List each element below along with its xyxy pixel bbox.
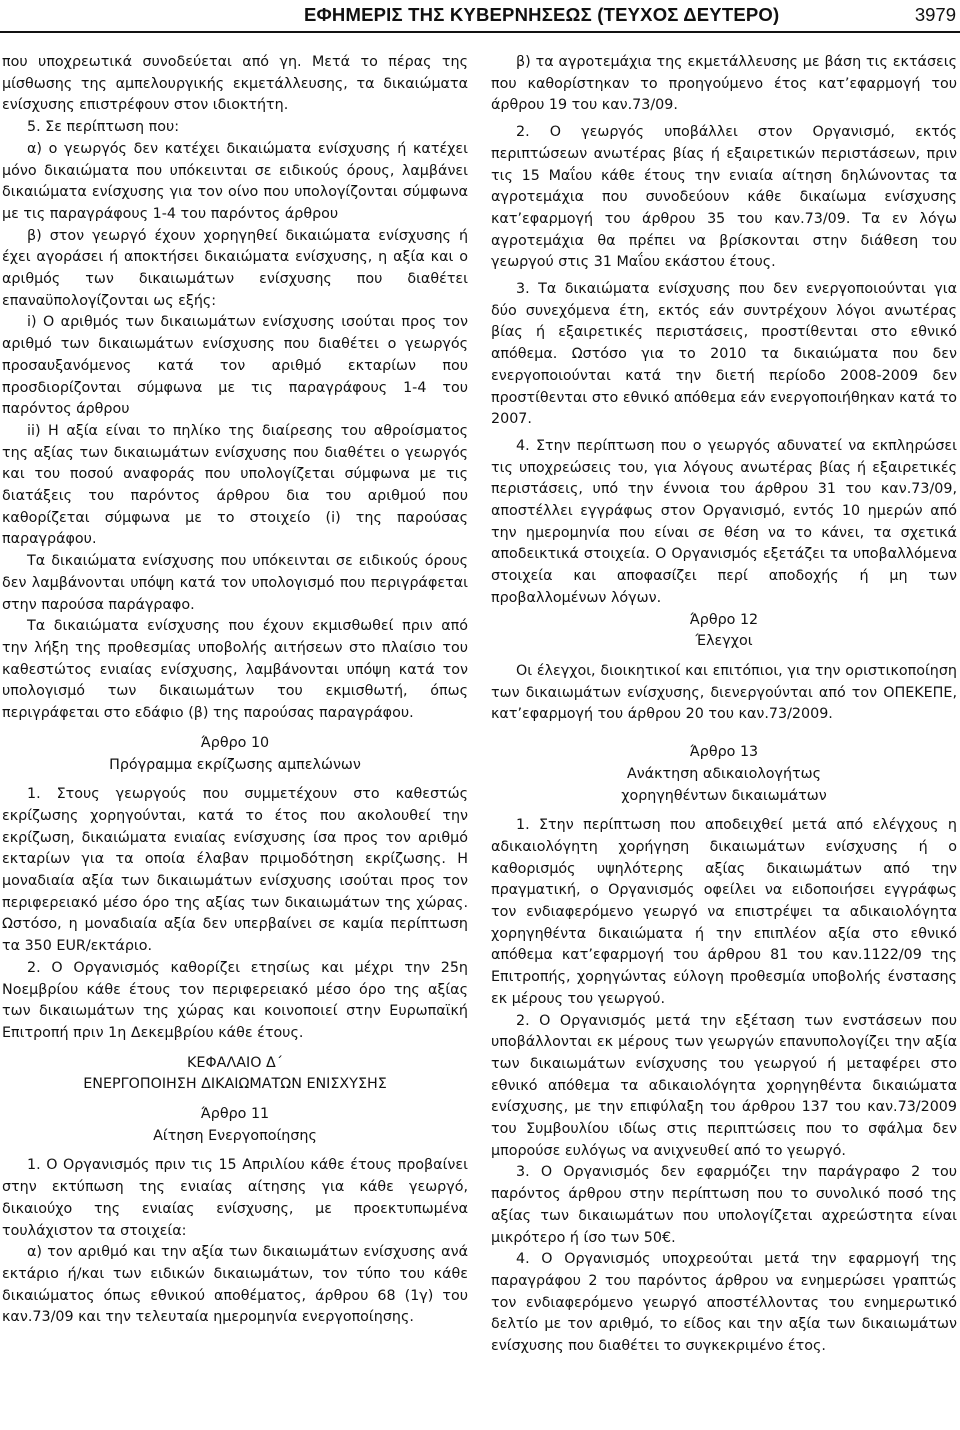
paragraph: που υποχρεωτικά συνοδεύεται από γη. Μετά το πέρας της μίσθωσης της αμπελουργικής εκμετάλλευσης, τα δικαιώματα ενίσχυσης επιστρέφουν στον ιδιοκτήτη.	[2, 54, 468, 114]
paragraph: 4. Στην περίπτωση που ο γεωργός αδυνατεί να εκπληρώσει τις υποχρεώσεις του, για λόγους ανωτέρας βίας ή εξαιρετικές περιστάσεις, υπό την έννοια του άρθρου 31 του καν.73/09, αποστέλλει εγγράφως στον Οργανισμό, εντός 10 ημερών από την ημερομηνία που είναι σε θέση να το κάνει, τα σχετικά αποδεικτικά στοιχεία. Ο Οργανισμός εξετάζει τα υποβαλλόμενα στοιχεία και αποφασίζει περί αποδοχής ή μη των προβαλλομένων λόγων.	[491, 437, 957, 606]
article-title: Αίτηση Ενεργοποίησης	[153, 1127, 317, 1144]
paragraph: 1. Στην περίπτωση που αποδειχθεί μετά από ελέγχους η αδικαιολόγητη χορήγηση δικαιωμάτων ενίσχυσης ή ο καθορισμός υψηλότερης αξίας δικαιωμάτων από την πραγματική, ο Οργανισμός οφείλει να ειδοποιήσει εγγράφως τον ενδιαφερόμενο γεωργό να επιστρέψει τα αδικαιολόγητα χορηγηθέντα δικαιώματα ή την επιπλέον αξία στο εθνικό απόθεμα κατ’εφαρμογή του άρθρου 81 του καν.1122/09 της Επιτροπής, χορηγώντας εύλογη προθεσμία υποβολής ένστασης εκ μέρους του γεωργού.	[491, 817, 957, 1007]
paragraph: 1. Ο Οργανισμός πριν τις 15 Απριλίου κάθε έτους προβαίνει στην εκτύπωση της ενιαίας αίτησης για κάθε γεωργό, δικαιούχο της ενιαίας ενίσχυσης, με προεκτυπωμένα τουλάχιστον τα στοιχεία:	[2, 1157, 468, 1239]
paragraph: 2. Ο γεωργός υποβάλλει στον Οργανισμό, εκτός περιπτώσεων ανωτέρας βίας ή εξαιρετικών περιστάσεων, πριν τις 15 Μαΐου κάθε έτους την ενιαία αίτηση δηλώνοντας τα αγροτεμάχια που συνοδεύουν κάθε δικαίωμα ενίσχυσης κατ’εφαρμογή του άρθρου 35 του καν.73/09. Τα εν λόγω αγροτεμάχια θα πρέπει να βρίσκονται στην διάθεση του γεωργού στις 31 Μαΐου εκάστου έτους.	[491, 124, 957, 271]
article-number: Άρθρο 10	[200, 734, 270, 751]
paragraph: Τα δικαιώματα ενίσχυσης που υπόκεινται σε ειδικούς όρους δεν λαμβάνονται υπόψη κατά τον υπολογισμό που περιγράφεται στην παρούσα παράγραφο.	[2, 553, 468, 613]
article-title: Πρόγραμμα εκρίζωσης αμπελώνων	[109, 756, 361, 773]
left-column	[2, 52, 468, 1329]
spacer	[2, 1045, 468, 1053]
paragraph: i) Ο αριθμός των δικαιωμάτων ενίσχυσης ισούται προς τον αριθμό των δικαιωμάτων ενίσχυσης που διαθέτει ο γεωργός προσαυξανόμενος κατά τον αριθμό εκταρίων που προσδιορίζονται σύμφωνα με τις παραγράφους 1-4 του παρόντος άρθρου	[2, 314, 468, 418]
paragraph: ii) Η αξία είναι το πηλίκο της διαίρεσης του αθροίσματος της αξίας των δικαιωμάτων ενίσχυσης που διαθέτει ο γεωργός και του ποσού αναφοράς που υπολογίζεται σύμφωνα με τις διατάξεις του παρόντος άρθρου δια του αριθμού που καθορίζεται σύμφωνα με το στοιχείο (i) της παρούσας παραγράφου.	[2, 422, 468, 548]
paragraph: 3. Ο Οργανισμός δεν εφαρμόζει την παράγραφο 2 του παρόντος άρθρου στην περίπτωση που το συνολικό ποσό της αξίας των δικαιωμάτων που υπολογίζεται αχρεώστητα είναι μικρότερο ή ίσο των 50€.	[491, 1164, 957, 1246]
paragraph: β) στον γεωργό έχουν χορηγηθεί δικαιώματα ενίσχυσης ή έχει αγοράσει ή αποκτήσει δικαιώματα ενίσχυσης, η αξία και ο αριθμός των δικαιωμάτων ενίσχυσης που διαθέτει επαναϋπολογίζονται ως εξής:	[2, 227, 468, 309]
chapter-title: ΕΝΕΡΓΟΠΟΙΗΣΗ ΔΙΚΑΙΩΜΑΤΩΝ ΕΝΙΣΧΥΣΗΣ	[83, 1076, 387, 1093]
paragraph: Τα δικαιώματα ενίσχυσης που έχουν εκμισθωθεί πριν από την λήξη της προθεσμίας υποβολής αιτήσεων στο πλαίσιο του καθεστώτος ενιαίας ενίσχυσης, λαμβάνονται υπόψη κατά τον υπολογισμό των δικαιωμάτων του εκμισθωτή, όπως περιγράφεται στο εδάφιο (β) της παρούσας παραγράφου.	[2, 618, 468, 722]
header-rule	[0, 31, 960, 33]
article-number: Άρθρο 13	[689, 744, 759, 761]
gazette-title: ΕΦΗΜΕΡΙΣ ΤΗΣ ΚΥΒΕΡΝΗΣΕΩΣ (ΤΕΥΧΟΣ ΔΕΥΤΕΡΟ)	[304, 4, 780, 25]
spacer	[2, 1096, 468, 1104]
paragraph: Οι έλεγχοι, διοικητικοί και επιτόπιοι, για την οριστικοποίηση των δικαιωμάτων ενίσχυσης, διενεργούνται από τον ΟΠΕΚΕΠΕ, κατ’εφαρμογή του άρθρου 20 του καν.73/2009.	[491, 662, 957, 723]
article-title: Ανάκτηση αδικαιολογήτως	[626, 765, 822, 782]
paragraph: 3. Τα δικαιώματα ενίσχυσης που δεν ενεργοποιούνται για δύο συνεχόμενα έτη, εκτός εάν συντρέχουν λόγοι ανωτέρας βίας ή εξαιρετικές περιστάσεις, προστίθενται στο εθνικό απόθεμα. Ωστόσο για το 2010 τα δικαιώματα που δεν ενεργοποιούνται κατά την διετή περίοδο 2008-2009 δεν προστίθενται στο εθνικό απόθεμα εάν ενεργοποιήθηκαν κατά το 2007.	[491, 281, 957, 428]
paragraph: α) ο γεωργός δεν κατέχει δικαιώματα ενίσχυσης ή κατέχει μόνο δικαιώματα που υπόκεινται σε ειδικούς όρους, λαμβάνει δικαιώματα ενίσχυσης για τον οίνο που υπολογίζονται σύμφωνα με τις παραγράφους 1-4 του παρόντος άρθρου	[2, 140, 468, 222]
spacer	[2, 725, 468, 733]
paragraph: α) τον αριθμό και την αξία των δικαιωμάτων ενίσχυσης ανά εκτάριο ή/και των ειδικών δικαιωμάτων, τον τύπο του κάθε δικαιώματος όπως εθνικού αποθέματος, άρθρου 68 (1γ) του καν.73/09 και την τελευταία ημερομηνία ενεργοποίησης.	[2, 1244, 468, 1326]
article-number: Άρθρο 11	[200, 1106, 270, 1123]
spacer	[491, 807, 957, 815]
spacer	[491, 653, 957, 661]
paragraph: 2. Ο Οργανισμός μετά την εξέταση των ενστάσεων που υποβάλλονται εκ μέρους των γεωργών επανυπολογίζει την αξία των δικαιωμάτων ενίσχυσης του γεωργού ή μεταφέρει στο εθνικό απόθεμα τα αδικαιολόγητα χορηγηθέντα δικαιώματα ενίσχυσης, με την επιφύλαξη του άρθρου 137 του καν.73/2009 του Συμβουλίου ιδίως στις περιπτώσεις που το σφάλμα δεν μπορούσε ευλόγως να ανιχνευθεί από το γεωργό.	[491, 1012, 957, 1159]
spacer	[2, 1147, 468, 1155]
page-number: 3979	[914, 4, 956, 25]
paragraph: β) τα αγροτεμάχια της εκμετάλλευσης με βάση τις εκτάσεις που καθορίστηκαν το προηγούμενο έτος κατ’εφαρμογή του άρθρου 19 του καν.73/09.	[491, 54, 957, 114]
article-number: Άρθρο 12	[689, 611, 759, 628]
page-header	[0, 0, 960, 30]
right-column	[491, 52, 957, 1358]
article-title: χορηγηθέντων δικαιωμάτων	[621, 787, 827, 804]
paragraph: 2. Ο Οργανισμός καθορίζει ετησίως και μέχρι την 25η Νοεμβρίου κάθε έτους τον περιφερειακό μέσο όρο της αξίας των δικαιωμάτων της χώρας και κοινοποιεί στην Ευρωπαϊκή Επιτροπή πριν 1η Δεκεμβρίου κάθε έτους.	[2, 959, 468, 1041]
spacer	[2, 776, 468, 784]
spacer	[491, 726, 957, 734]
paragraph: 5. Σε περίπτωση που:	[27, 119, 180, 136]
article-title: Έλεγχοι	[695, 633, 753, 650]
paragraph: 4. Ο Οργανισμός υποχρεούται μετά την εφαρμογή της παραγράφου 2 του παρόντος άρθρου να ενημερώσει γραπτώς τον ενδιαφερόμενο γεωργό αποστέλλοντας του ενημερωτικό δελτίο με τον αριθμό, το είδος και την αξία των δικαιωμάτων ενίσχυσης που διαθέτει το συγκεκριμένο έτος.	[491, 1251, 957, 1355]
chapter-number: ΚΕΦΑΛΑΙΟ Δ΄	[187, 1054, 283, 1071]
spacer	[491, 734, 957, 742]
paragraph: 1. Στους γεωργούς που συμμετέχουν στο καθεστώς εκρίζωσης χορηγούνται, κατά το έτος που ακολουθεί την εκρίζωση, δικαιώματα ενιαίας ενίσχυσης ίσα προς τον αριθμό εκταρίων για τα οποία έλαβαν πριμοδότηση εκρίζωσης. Η μοναδιαία αξία των δικαιωμάτων ενίσχυσης ισούται προς τον περιφερειακό μέσο όρο της αξίας των δικαιωμάτων της χώρας. Ωστόσο, η μοναδιαία αξία δεν υπερβαίνει σε καμία περίπτωση τα 350 EUR/εκτάριο.	[2, 786, 468, 955]
